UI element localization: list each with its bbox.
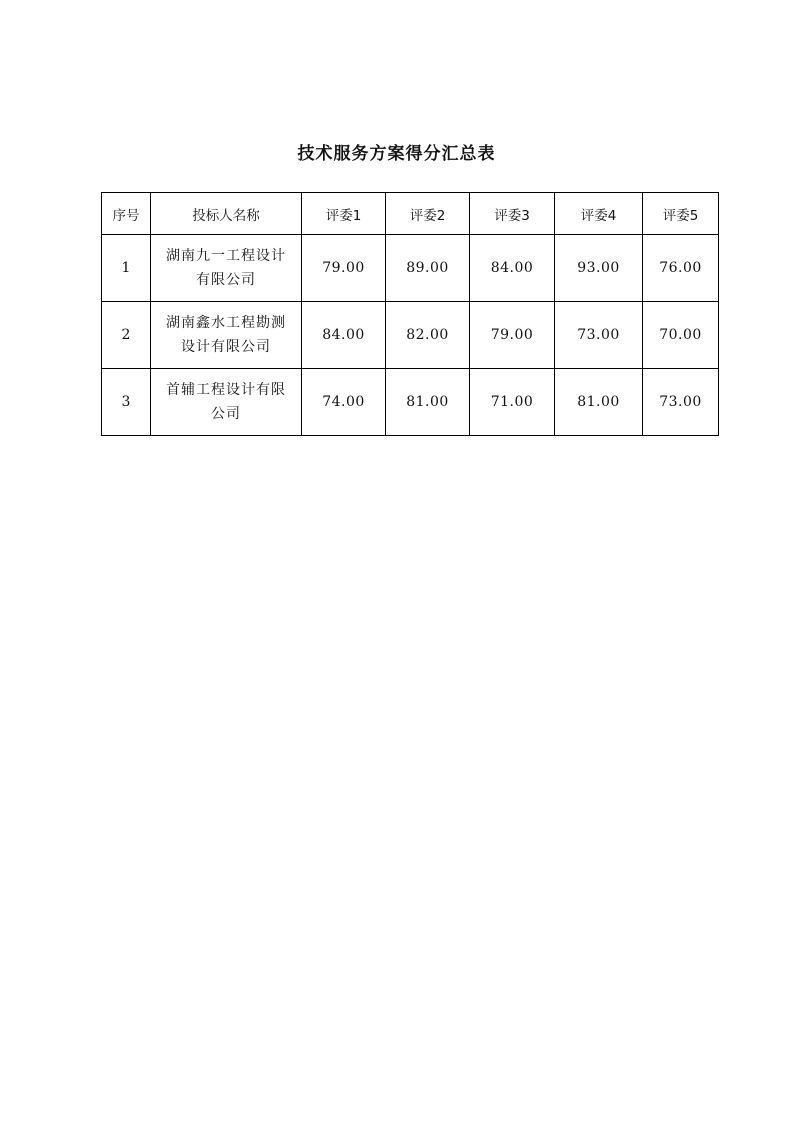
table-header-row [102, 193, 719, 235]
bidder-name-line: 首辅工程设计有限 [166, 382, 286, 398]
score-judge-1: 84.00 [302, 302, 386, 369]
score-judge-4: 81.00 [555, 369, 643, 436]
bidder-name-line: 湖南鑫水工程勘测 [166, 315, 286, 331]
score-judge-1: 74.00 [302, 369, 386, 436]
bidder-name-line: 湖南九一工程设计 [166, 248, 286, 264]
bidder-name [151, 235, 302, 302]
score-judge-4: 73.00 [555, 302, 643, 369]
score-judge-5: 73.00 [643, 369, 719, 436]
bidder-name-line: 设计有限公司 [181, 339, 271, 355]
table-row [102, 302, 719, 369]
score-judge-1: 79.00 [302, 235, 386, 302]
bidder-name-line: 公司 [211, 406, 241, 422]
column-header-judge-4: 评委4 [555, 193, 643, 235]
column-header-bidder-name: 投标人名称 [151, 193, 302, 235]
bidder-name [151, 302, 302, 369]
bidder-name-line: 有限公司 [196, 272, 256, 288]
score-judge-3: 84.00 [470, 235, 555, 302]
score-judge-2: 89.00 [386, 235, 470, 302]
table-row [102, 235, 719, 302]
score-judge-2: 81.00 [386, 369, 470, 436]
column-header-judge-3: 评委3 [470, 193, 555, 235]
score-judge-2: 82.00 [386, 302, 470, 369]
score-judge-5: 70.00 [643, 302, 719, 369]
table-row [102, 369, 719, 436]
column-header-judge-2: 评委2 [386, 193, 470, 235]
row-index: 1 [102, 235, 151, 302]
score-judge-4: 93.00 [555, 235, 643, 302]
page-title: 技术服务方案得分汇总表 [297, 144, 496, 164]
bidder-name [151, 369, 302, 436]
score-summary-table [101, 192, 719, 436]
score-judge-5: 76.00 [643, 235, 719, 302]
column-header-judge-5: 评委5 [643, 193, 719, 235]
column-header-judge-1: 评委1 [302, 193, 386, 235]
column-header-index: 序号 [102, 193, 151, 235]
row-index: 2 [102, 302, 151, 369]
row-index: 3 [102, 369, 151, 436]
score-judge-3: 71.00 [470, 369, 555, 436]
score-judge-3: 79.00 [470, 302, 555, 369]
